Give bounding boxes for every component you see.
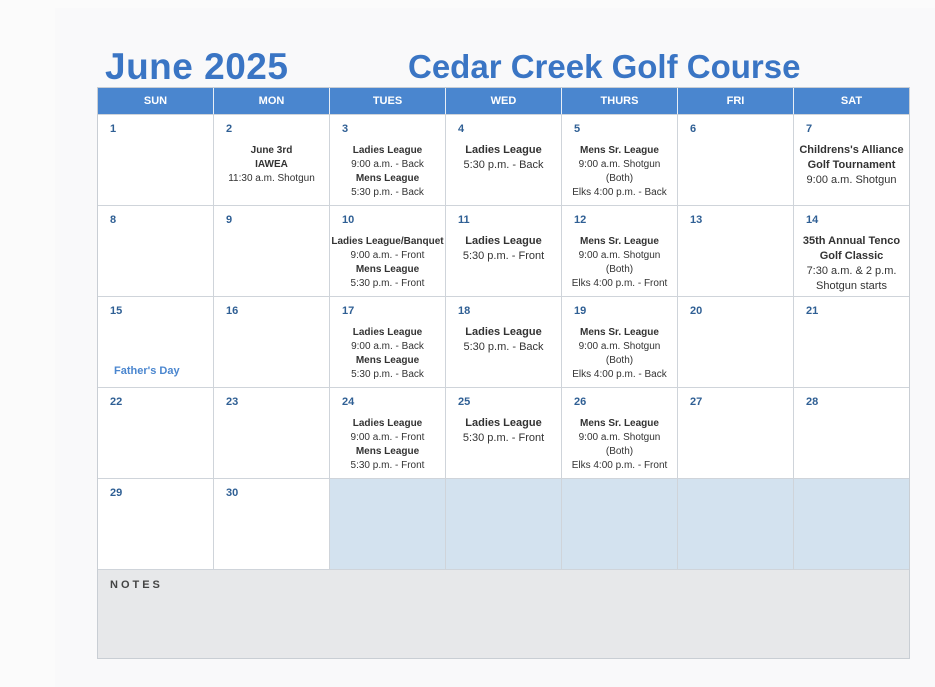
notes-section[interactable] xyxy=(98,569,909,658)
day-number: 9 xyxy=(226,214,233,226)
event-line: 11:30 a.m. Shotgun xyxy=(228,173,315,184)
event-line: Elks 4:00 p.m. - Front xyxy=(571,460,668,471)
event-line: 5:30 p.m. - Front xyxy=(350,460,425,471)
day-number: 30 xyxy=(226,487,239,499)
event-list xyxy=(446,325,561,355)
day-number: 5 xyxy=(574,123,581,135)
empty-day-cell xyxy=(678,479,794,569)
day-cell-14[interactable] xyxy=(794,206,909,296)
notes-label: NOTES xyxy=(110,579,163,591)
event-line: Mens Sr. League xyxy=(580,145,659,156)
day-cell-13[interactable] xyxy=(678,206,794,296)
event-line: Ladies League xyxy=(465,144,542,156)
day-cell-17[interactable] xyxy=(330,297,446,387)
day-cell-10[interactable] xyxy=(330,206,446,296)
weekday-sat: SAT xyxy=(840,95,863,107)
event-line: 35th Annual Tenco xyxy=(802,235,901,247)
day-cell-20[interactable] xyxy=(678,297,794,387)
event-line: Ladies League xyxy=(465,326,542,338)
event-line: Golf Classic xyxy=(819,250,884,262)
day-number: 4 xyxy=(458,123,465,135)
day-cell-23[interactable] xyxy=(214,388,330,478)
week-row xyxy=(98,387,909,478)
event-line: 5:30 p.m. - Back xyxy=(351,369,424,380)
event-line: 9:00 a.m. Shotgun xyxy=(578,432,661,443)
weekday-mon: MON xyxy=(214,88,330,114)
event-line: (Both) xyxy=(605,355,634,366)
event-line: 9:00 a.m. - Back xyxy=(351,159,424,170)
day-cell-25[interactable] xyxy=(446,388,562,478)
weekday-sun: SUN xyxy=(98,88,214,114)
day-number: 6 xyxy=(690,123,697,135)
event-line: Mens Sr. League xyxy=(580,236,659,247)
event-line: 5:30 p.m. - Front xyxy=(462,432,545,444)
day-number: 3 xyxy=(342,123,349,135)
weekday-wed: WED xyxy=(446,88,562,114)
calendar-grid xyxy=(97,87,910,659)
week-row xyxy=(98,478,909,569)
event-line: Shotgun starts xyxy=(816,280,887,292)
day-cell-22[interactable] xyxy=(98,388,214,478)
day-number: 11 xyxy=(458,214,470,226)
day-cell-16[interactable] xyxy=(214,297,330,387)
week-row xyxy=(98,296,909,387)
event-line: 5:30 p.m. - Back xyxy=(463,159,544,171)
event-line: Elks 4:00 p.m. - Back xyxy=(572,187,667,198)
event-list xyxy=(214,144,329,186)
event-line: (Both) xyxy=(605,264,634,275)
day-number: 21 xyxy=(806,305,819,317)
day-number: 13 xyxy=(690,214,703,226)
day-number: 2 xyxy=(226,123,233,135)
event-line: Ladies League/Banquet xyxy=(331,236,444,247)
day-number: 12 xyxy=(574,214,587,226)
empty-day-cell xyxy=(330,479,446,569)
day-number: 24 xyxy=(342,396,355,408)
day-number: 27 xyxy=(690,396,703,408)
day-cell-5[interactable] xyxy=(562,115,678,205)
event-line: 9:00 a.m. Shotgun xyxy=(578,250,661,261)
day-number: 29 xyxy=(110,487,123,499)
day-cell-24[interactable] xyxy=(330,388,446,478)
event-line: Ladies League xyxy=(352,327,423,338)
day-number: 18 xyxy=(458,305,471,317)
event-line: Mens Sr. League xyxy=(580,327,659,338)
day-number: 10 xyxy=(342,214,355,226)
day-number: 23 xyxy=(226,396,239,408)
event-line: Childrens's Alliance xyxy=(799,144,904,156)
event-line: Ladies League xyxy=(352,145,423,156)
event-list xyxy=(562,235,677,291)
event-list xyxy=(330,144,445,200)
week-row xyxy=(98,114,909,205)
weekday-thurs: THURS xyxy=(562,88,678,114)
event-line: Ladies League xyxy=(352,418,423,429)
event-line: Mens League xyxy=(355,446,420,457)
event-line: Elks 4:00 p.m. - Front xyxy=(571,278,668,289)
event-line: 9:00 a.m. - Front xyxy=(350,250,425,261)
event-line: (Both) xyxy=(605,446,634,457)
event-line: 7:30 a.m. & 2 p.m. xyxy=(806,265,897,277)
day-cell-26[interactable] xyxy=(562,388,678,478)
event-line: 9:00 a.m. Shotgun xyxy=(578,341,661,352)
event-line: 5:30 p.m. - Back xyxy=(351,187,424,198)
empty-day-cell xyxy=(446,479,562,569)
event-list xyxy=(446,234,561,264)
event-line: 5:30 p.m. - Front xyxy=(350,278,425,289)
day-cell-12[interactable] xyxy=(562,206,678,296)
event-line: June 3rd xyxy=(250,145,293,156)
day-cell-9[interactable] xyxy=(214,206,330,296)
day-number: 14 xyxy=(806,214,819,226)
event-line: Golf Tournament xyxy=(807,159,896,171)
day-cell-11[interactable] xyxy=(446,206,562,296)
event-list xyxy=(562,417,677,473)
day-number: 22 xyxy=(110,396,123,408)
event-list xyxy=(794,234,909,294)
event-line: Mens League xyxy=(355,264,420,275)
course-title: Cedar Creek Golf Course xyxy=(408,48,801,85)
day-cell-6[interactable] xyxy=(678,115,794,205)
event-line: Mens League xyxy=(355,173,420,184)
day-number: 1 xyxy=(110,123,117,135)
event-line: 9:00 a.m. Shotgun xyxy=(578,159,661,170)
weekday-tues: TUES xyxy=(330,88,446,114)
day-cell-21[interactable] xyxy=(794,297,909,387)
day-cell-19[interactable] xyxy=(562,297,678,387)
day-number: 26 xyxy=(574,396,587,408)
day-number: 17 xyxy=(342,305,355,317)
day-number: 20 xyxy=(690,305,703,317)
weekday-header-row xyxy=(98,88,909,114)
day-number: 19 xyxy=(574,305,587,317)
month-title: June 2025 xyxy=(105,46,289,87)
event-line: Ladies League xyxy=(465,417,542,429)
empty-day-cell xyxy=(794,479,909,569)
event-list xyxy=(446,143,561,173)
day-cell-7[interactable] xyxy=(794,115,909,205)
event-line: 9:00 a.m. - Back xyxy=(351,341,424,352)
day-cell-30[interactable] xyxy=(214,479,330,569)
day-cell-29[interactable] xyxy=(98,479,214,569)
day-number: 7 xyxy=(806,123,813,135)
holiday-label: Father's Day xyxy=(114,365,180,377)
calendar-weeks xyxy=(98,114,909,569)
week-row xyxy=(98,205,909,296)
event-line: 9:00 a.m. Shotgun xyxy=(806,174,897,186)
event-list xyxy=(446,416,561,446)
day-number: 15 xyxy=(110,305,123,317)
event-list xyxy=(330,326,445,382)
day-number: 25 xyxy=(458,396,471,408)
event-list xyxy=(330,235,445,291)
event-line: Mens League xyxy=(355,355,420,366)
event-line: 9:00 a.m. - Front xyxy=(350,432,425,443)
day-number: 28 xyxy=(806,396,819,408)
event-list xyxy=(562,326,677,382)
day-cell-15[interactable] xyxy=(98,297,214,387)
event-line: 5:30 p.m. - Back xyxy=(463,341,544,353)
day-number: 16 xyxy=(226,305,239,317)
event-list xyxy=(562,144,677,200)
event-line: 5:30 p.m. - Front xyxy=(462,250,545,262)
event-line: IAWEA xyxy=(255,159,288,170)
day-cell-4[interactable] xyxy=(446,115,562,205)
event-list xyxy=(794,143,909,188)
day-cell-28[interactable] xyxy=(794,388,909,478)
event-line: (Both) xyxy=(605,173,634,184)
weekday-fri: FRI xyxy=(678,88,794,114)
event-line: Elks 4:00 p.m. - Back xyxy=(572,369,667,380)
day-cell-2[interactable] xyxy=(214,115,330,205)
day-cell-3[interactable] xyxy=(330,115,446,205)
event-list xyxy=(330,417,445,473)
day-number: 8 xyxy=(110,214,117,226)
day-cell-8[interactable] xyxy=(98,206,214,296)
day-cell-18[interactable] xyxy=(446,297,562,387)
event-line: Ladies League xyxy=(465,235,542,247)
event-line: Mens Sr. League xyxy=(580,418,659,429)
empty-day-cell xyxy=(562,479,678,569)
day-cell-1[interactable] xyxy=(98,115,214,205)
day-cell-27[interactable] xyxy=(678,388,794,478)
